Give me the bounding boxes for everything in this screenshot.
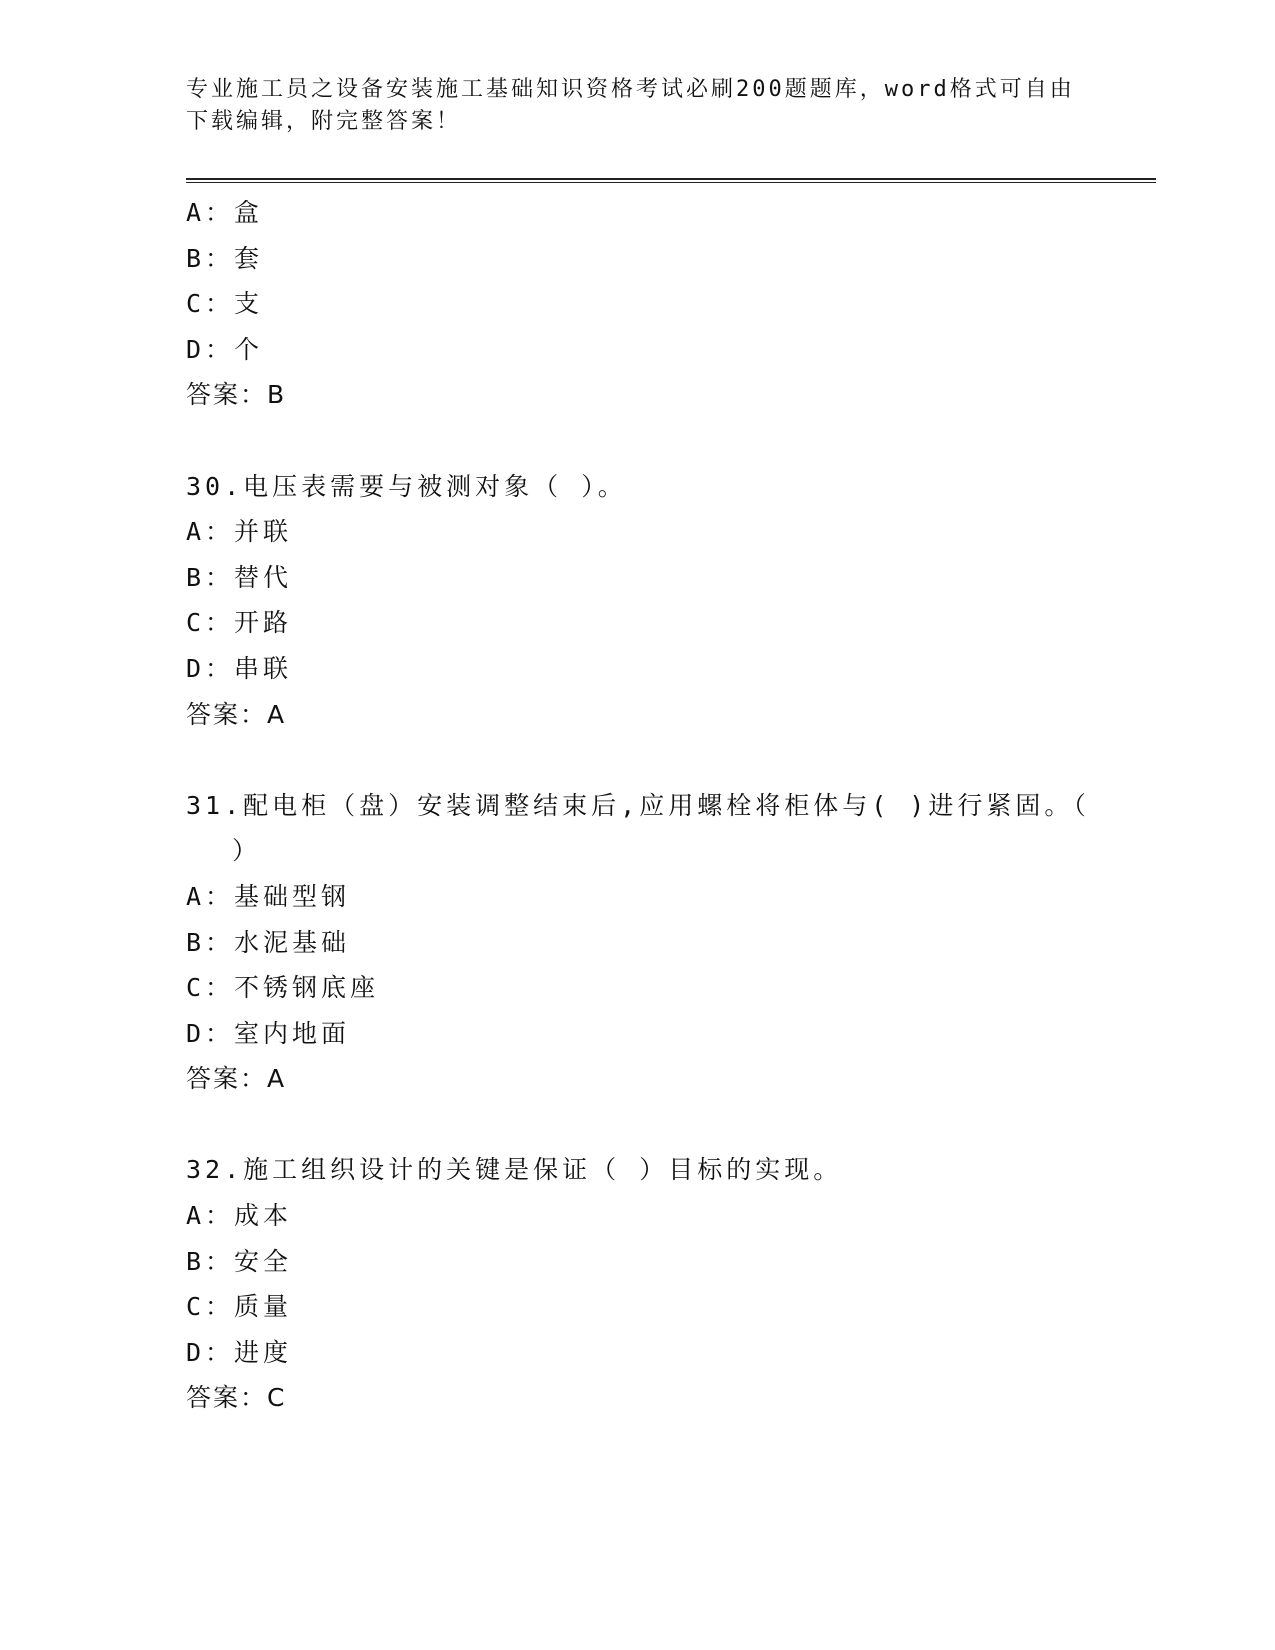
option-b: B：水泥基础 xyxy=(186,927,351,957)
option-c: C：支 xyxy=(186,289,264,319)
option-a: A：基础型钢 xyxy=(186,881,351,911)
question-block-29 xyxy=(186,190,1126,418)
question-text-line-1: 31.配电柜（盘）安装调整结束后,应用螺栓将柜体与( )进行紧固。（ xyxy=(186,790,1090,820)
option-a: A：成本 xyxy=(186,1201,293,1231)
header-divider-thick xyxy=(186,178,1156,180)
option-c: C：开路 xyxy=(186,608,293,638)
question-list xyxy=(186,190,1126,1421)
option-b: B：套 xyxy=(186,243,264,273)
answer-line: 答案：A xyxy=(186,699,287,729)
question-block-31 xyxy=(186,783,1126,1102)
option-d: D：串联 xyxy=(186,653,293,683)
option-b: B：安全 xyxy=(186,1246,293,1276)
spacer xyxy=(186,1102,1126,1148)
document-header xyxy=(186,74,1086,138)
answer-line: 答案：B xyxy=(186,380,287,410)
option-b: B：替代 xyxy=(186,562,293,592)
header-line-1: 专业施工员之设备安装施工基础知识资格考试必刷200题题库，word格式可自由 xyxy=(186,77,1075,102)
option-a: A：盒 xyxy=(186,198,264,227)
spacer xyxy=(186,418,1126,464)
option-d: D：个 xyxy=(186,334,264,364)
question-text-line-2: ） xyxy=(232,836,262,866)
question-block-30 xyxy=(186,464,1126,738)
spacer xyxy=(186,737,1126,783)
question-text: 30.电压表需要与被测对象（ ）。 xyxy=(186,471,627,501)
option-a: A：并联 xyxy=(186,517,293,547)
answer-line: 答案：A xyxy=(186,1064,287,1094)
question-block-32 xyxy=(186,1147,1126,1421)
option-c: C：质量 xyxy=(186,1292,293,1322)
header-divider-thin xyxy=(186,182,1156,183)
option-d: D：进度 xyxy=(186,1337,293,1367)
option-d: D：室内地面 xyxy=(186,1018,351,1048)
header-line-2: 下载编辑，附完整答案！ xyxy=(186,109,462,134)
option-c: C：不锈钢底座 xyxy=(186,973,380,1003)
question-text: 32.施工组织设计的关键是保证（ ）目标的实现。 xyxy=(186,1155,843,1185)
answer-line: 答案：C xyxy=(186,1383,287,1413)
